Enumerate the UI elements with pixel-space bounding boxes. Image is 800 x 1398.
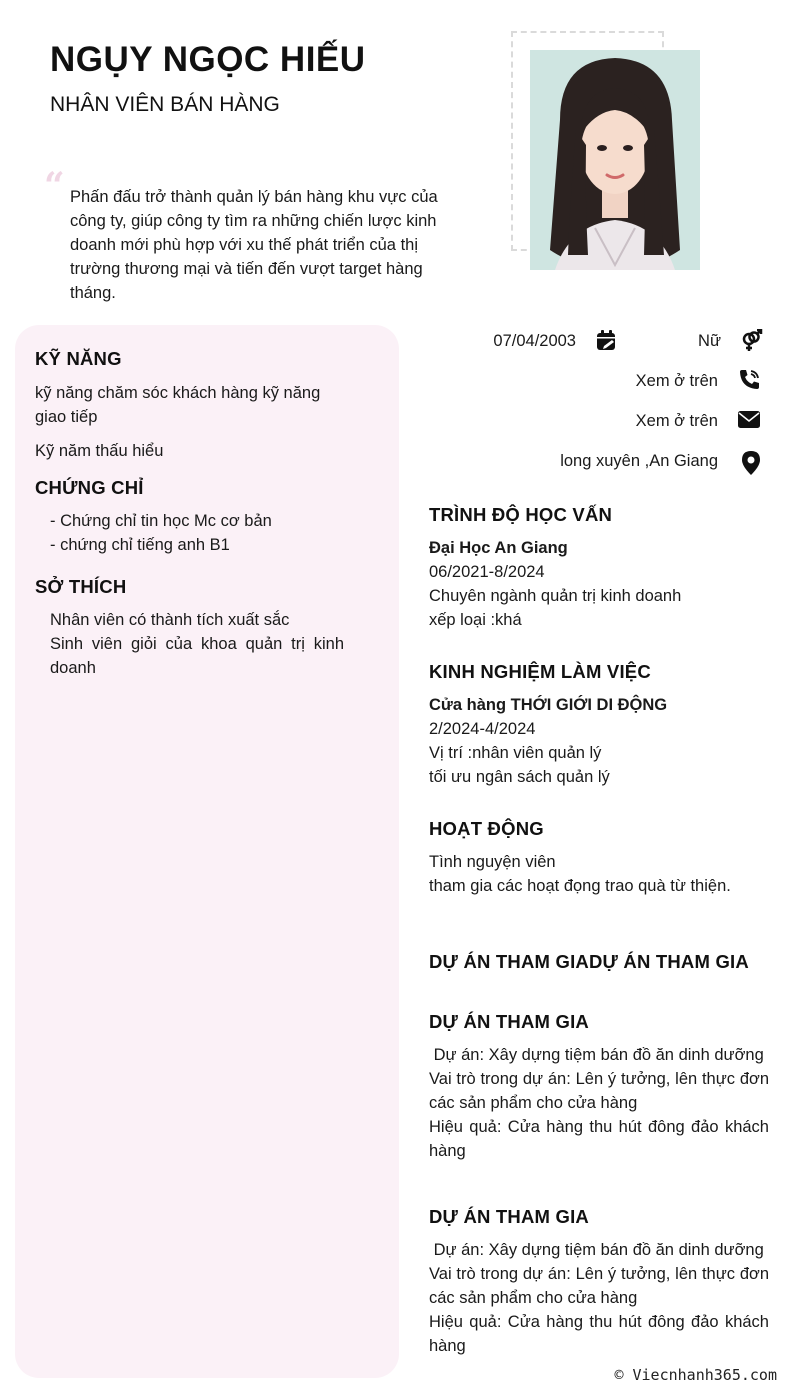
job-title: NHÂN VIÊN BÁN HÀNG [50,93,280,116]
career-objective: Phấn đấu trở thành quản lý bán hàng khu vực của công ty, giúp công ty tìm ra những chiến lược kinh doanh mới phù hợp với xu thế phát triển của thị trường thương mại và tiến đến vượt target hàng tháng. [70,188,438,302]
project-name: Dự án: Xây dựng tiệm bán đồ ăn dinh dưỡng [429,1046,764,1064]
education-period: 06/2021-8/2024 [429,563,545,581]
gender-icon [739,329,763,353]
project-name: Dự án: Xây dựng tiệm bán đồ ăn dinh dưỡng [429,1241,764,1259]
certificate-item: - Chứng chỉ tin học Mc cơ bản [50,512,272,530]
skills-title: KỸ NĂNG [35,348,122,369]
map-pin-icon [739,450,763,474]
hobbies-title: SỞ THÍCH [35,576,127,597]
hobby-item: Sinh viên giỏi của khoa quản trị kinh doanh [50,635,344,677]
education-rank: xếp loại :khá [429,611,522,629]
phone: Xem ở trên [635,372,718,390]
skill-item: Kỹ năm thấu hiểu [35,442,164,460]
project-title: DỰ ÁN THAM GIA [429,1011,589,1032]
skill-item: kỹ năng chăm sóc khách hàng kỹ năng giao tiếp [35,384,321,426]
project-result: Hiệu quả: Cửa hàng thu hút đông đảo khách hàng [429,1313,769,1355]
calendar-edit-icon [595,329,619,353]
activity-item: tham gia các hoạt đọng trao quà từ thiện. [429,877,731,895]
candidate-name: NGỤY NGỌC HIẾU [50,40,366,79]
project-title: DỰ ÁN THAM GIA [429,1206,589,1227]
projects-heading: DỰ ÁN THAM GIADỰ ÁN THAM GIA [429,951,749,972]
certificates-title: CHỨNG CHỈ [35,477,144,498]
experience-period: 2/2024-4/2024 [429,720,536,738]
project-role: Vai trò trong dự án: Lên ý tưởng, lên thực đơn các sản phẩm cho cửa hàng [429,1070,769,1112]
footer-watermark: © Viecnhanh365.com [614,1366,777,1384]
project-result: Hiệu quả: Cửa hàng thu hút đông đảo khách hàng [429,1118,769,1160]
certificate-item: - chứng chỉ tiếng anh B1 [50,536,230,554]
project-role: Vai trò trong dự án: Lên ý tưởng, lên thực đơn các sản phẩm cho cửa hàng [429,1265,769,1307]
hobby-item: Nhân viên có thành tích xuất sắc [50,611,290,629]
phone-icon [737,368,761,392]
envelope-icon [737,408,761,432]
experience-detail: tối ưu ngân sách quản lý [429,768,610,786]
school-name: Đại Học An Giang [429,539,568,557]
activities-title: HOẠT ĐỘNG [429,818,544,839]
address: long xuyên ,An Giang [560,452,718,470]
education-title: TRÌNH ĐỘ HỌC VẤN [429,504,613,525]
experience-position: Vị trí :nhân viên quản lý [429,744,602,762]
education-major: Chuyên ngành quản trị kinh doanh [429,587,682,605]
birthday: 07/04/2003 [493,332,576,350]
email: Xem ở trên [635,412,718,430]
experience-title: KINH NGHIỆM LÀM VIỆC [429,661,651,682]
gender: Nữ [698,332,721,350]
profile-photo [530,50,700,270]
company-name: Cửa hàng THỚI GIỚI DI ĐỘNG [429,696,668,714]
quote-mark-icon: “ [44,165,65,207]
activity-item: Tình nguyện viên [429,853,556,871]
